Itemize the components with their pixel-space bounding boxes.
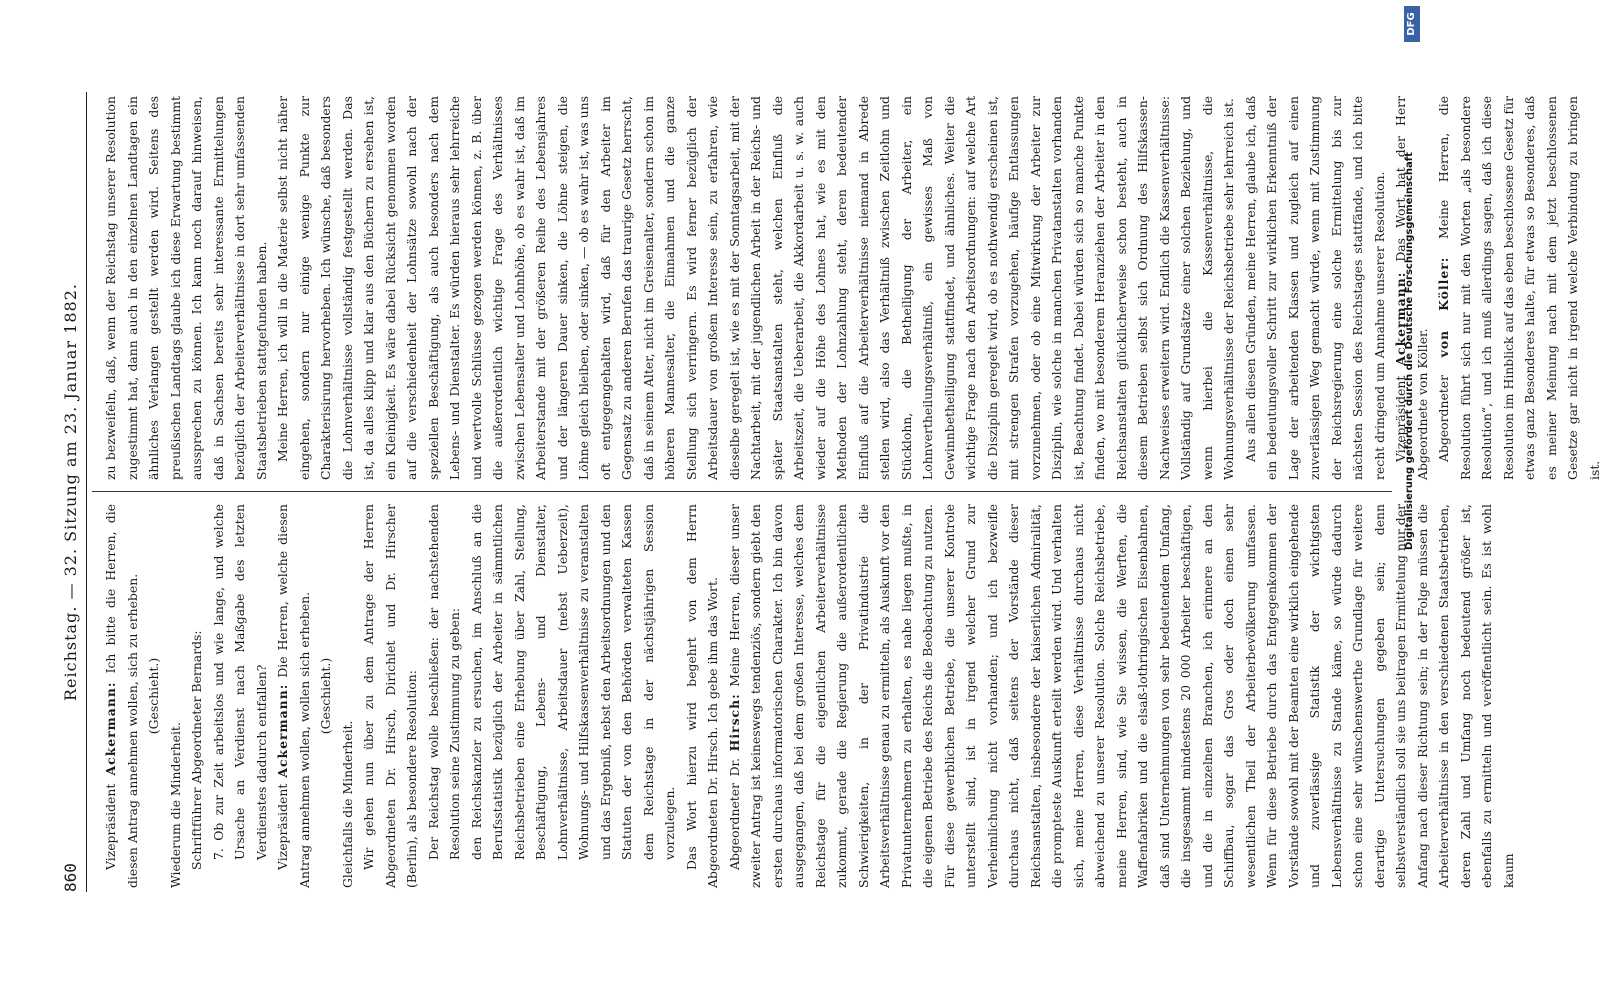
text-paragraph: Wir gehen nun über zu dem Antrage der Herren Abgeordneten Dr. Hirsch, Dirichlet und Dr. Hirscher (Berlin), als besondere Resolution: <box>361 504 419 888</box>
page-header <box>60 92 82 892</box>
text-paragraph: Aus allen diesen Gründen, meine Herren, glaube ich, daß ein bedeutungsvoller Schritt zur wirklichen Erkenntniß der Lage der arbeitenden Klassen und zugleich auf einen zuverlässigen Weg gemacht würde, wenn mit Zustimmung der Reichsregierung eine solche Ermittelung bis zur nächsten Session des Reichstages stattfände, und ich bitte recht dringend um Annahme unserer Resolution. <box>1242 96 1387 480</box>
speaker-role: Abgeordneter Dr. <box>726 751 742 870</box>
speaker-name: Ackermann: <box>103 681 118 776</box>
speech-text: Ich bitte die Herren, die diesen Antrag annehmen wollen, sich zu erheben. <box>103 503 140 888</box>
speaker-name: Ackermann: <box>1393 271 1408 366</box>
speech-text: Meine Herren, dieser unser zweiter Antrag ist keineswegs tendenziös, sondern giebt den ersten durchaus informatorischen Charakter. Ich bin davon ausgegangen, daß bei dem großen Interesse, welches dem Reichstage für die eigentlichen Arbeiterverhältnisse zukommt, gerade die Regierung die außerordentlichen Schwierigkeiten, in der Privatindustrie die Arbeitsverhältnisse genau zu ermitteln, als Auskunft vor den Privatunternehmern zu erhalten, es nahe liegen mußte, in die eigenen Betriebe des Reichs die Beobachtung zu nutzen. Für diese gewerblichen Betriebe, die unserer Kontrole unterstellt sind, ist in irgend welcher Grund zur Verheimlichung nicht vorhanden; und ich bezweifle durchaus nicht, daß seitens der Vorstände dieser Reichsanstalten, insbesondere der kaiserlichen Admiralität, die prompteste Auskunft erteilt werden wird. Und verhalten sich, meine Herren, diese Verhältnisse durchaus nicht abweichend zu unserer Resolution. Solche Reichsbetriebe, meine Herren, sind, wie Sie wissen, die Werften, die Waffenfabriken und die elsaß-lothringischen Eisenbahnen, daß sind Unternehmungen von sehr bedeutendem Umfang, die insgesammt mindestens 20 000 Arbeiter beschäftigen, und die in einzelnen Branchen, ich erinnere an den Schiffbau, sogar das Gros oder doch einen sehr wesentlichen Theil der Arbeiterbevölkerung umfassen. Wenn für diese Betriebe durch das Entgegenkommen der Vorstände sowohl mit der Beamten eine wirklich eingehende und zuverlässige Statistik der wichtigsten Lebensverhältnisse zu Stande käme, so würde dadurch schon eine sehr wünschenswerthe Grundlage für weitere derartige Untersuchungen gegeben sein; denn selbstverständlich soll sie uns beitragen Ermittelung nur der Anfang nach dieser Richtung sein; in der Folge müssen die Arbeiterverhältnisse in den verschiedenen Staatsbetrieben, deren Zahl und Umfang noch bedeutend größer ist, ebenfalls zu ermitteln und veröffentlicht sein. Es ist wohl kaum <box>726 504 1516 888</box>
speaker-role: Abgeordneter <box>1436 357 1451 462</box>
stage-direction: (Geschieht.) <box>318 657 333 735</box>
motion-text: den Reichskanzler zu ersuchen, im Anschluß an die Berufsstatistik bezüglich der Arbeiter in sämmtlichen Reichsbetrieben eine Erhebung über Zahl, Stellung, Beschäftigung, Lebens- und Dienstalter, Lohnverhältnisse, Arbeitsdauer (nebst Ueberzeit), Wohnungs- und Hilfskassenverhältnisse zu veranstalten und das Ergebniß, nebst den Arbeitsordnungen und den Statuten der von den Behörden verwalteten Kassen dem Reichstage in der nächstjährigen Session vorzulegen. <box>468 504 677 860</box>
speech-paragraph <box>724 504 1520 888</box>
speaker-name: Ackermann: <box>275 683 290 778</box>
left-column <box>100 504 1519 888</box>
speech-paragraph <box>272 504 315 888</box>
motion-text: Der Reichstag wolle beschließen: der nachstehenden Resolution seine Zustimmung zu geben: <box>425 504 462 860</box>
speech-paragraph <box>1433 96 1605 480</box>
right-column <box>100 96 1605 480</box>
funding-credit: Digitalisierung gefördert durch die Deutsche Forschungsgemeinschaft <box>1404 152 1415 550</box>
speaker-name: von Köller: <box>1436 256 1451 358</box>
text-paragraph: Gleichfalls die Minderheit. <box>339 720 355 888</box>
stage-direction: (Geschieht.) <box>146 657 161 735</box>
page-title: Reichstag. — 32. Sitzung am 23. Januar 1882. <box>61 283 80 701</box>
text-paragraph: Wiederum die Minderheit. <box>167 722 183 888</box>
dfg-logo: DFG <box>1404 6 1420 42</box>
speaker-role: Vizepräsident <box>275 777 290 870</box>
speech-text: Das Wort hat der Herr Abgeordnete von Köller. <box>1393 95 1430 480</box>
page-number: 860 <box>61 863 80 892</box>
motion-text: 7. Ob zur Zeit arbeitslos und wie lange, und welche Ursache an Verdienst nach Maßgabe des letzten Verdienstes dadurch entfallen? <box>210 504 269 860</box>
column-divider <box>92 491 1392 492</box>
speech-paragraph <box>100 504 143 888</box>
text-paragraph: zu bezweifeln, daß, wenn der Reichstag unserer Resolution zugestimmt hat, dann auch in den einzelnen Landtagen ein ähnliches Verlangen gestellt werden wird. Seitens des preußischen Landtags glaube ich diese Erwartung bestimmt aussprechen zu können. Ich kann noch darauf hinweisen, daß in Sachsen bereits sehr interessante Ermittelungen bezüglich der Arbeiterverhältnisse in dort sehr umfassenden Staatsbetrieben stattgefunden haben. <box>103 96 269 480</box>
speech-text: Meine Herren, die Resolution führt sich nur mit den Worten „als besondere Resolution“, und ich muß allerdings sagen, daß ich diese Resolution im Hinblick auf das eben beschlossene Gesetz für etwas ganz Besonderes halte, für etwas so Besonderes, daß es meiner Meinung nach mit dem jetzt beschlossenen Gesetze gar nicht in irgend welche Verbindung zu bringen ist. <box>1436 96 1602 480</box>
text-paragraph: Meine Herren, ich will in die Materie selbst nicht näher eingehen, sondern nur einige wenige Punkte zur Charakterisirung hervorheben. Ich wünsche, daß besonders die Lohnverhältnisse vollständig festgestellt werden. Das ist, da alles klipp und klar aus den Büchern zu ersehen ist, ein Kleinigkeit. Es wäre dabei Rücksicht genommen worden auf die verschiedenheit der Lohnsätze sowohl nach der speziellen Beschäftigung, als auch besonders nach dem Lebens- und Dienstalter. Es würden hieraus sehr lehrreiche und wertvolle Schlüsse gezogen werden können, z. B. über die außerordentlich wichtige Frage des Verhältnisses zwischen Lebensalter und Lohnhöhe, ob es wahr ist, daß im Arbeiterstande mit der größeren Reihe des Lebensjahres und der längeren Dauer sinken, die Löhne steigen, die Löhne gleich bleiben, oder sinken, — ob es wahr ist, was uns oft entgegengehalten wird, daß für den Arbeiter im Gegensatz zu anderen Berufen das traurige Gesetz herrscht, daß in seinem Alter, nicht im Greisenalter, sondern schon im höheren Mannesalter, die Einnahmen und die ganze Stellung sich verringern. Es wird ferner bezüglich der Arbeitsdauer von großem Interesse sein, zu erfahren, wie dieselbe geregelt ist, wie es mit der Sonntagsarbeit, mit der Nachtarbeit, mit der jugendlichen Arbeit in der Reichs- und später Staatsanstalten steht, welchen Einfluß die Arbeitszeit, die Ueberarbeit, die Akkordarbeit u. s. w. auch wieder auf die Höhe des Lohnes hat, wie es mit den Methoden der Lohnzahlung steht, deren bedeutender Einfluß auf die Arbeiterverhältnisse niemand in Abrede stellen wird, also das Verhältniß zwischen Zeitlohn und Stücklohn, die Betheiligung der Arbeiter, ein Lohnvertheilungsverhältniß, ein gewisses Maß von Gewinnbetheiligung stattfindet, und ähnliches. Weiter die wichtige Frage nach den Arbeitsordnungen: auf welche Art die Disziplin geregelt wird, ob es nothwendig erscheinen ist, mit strengen Strafen vorzugehen, häufige Entlassungen vorzunehmen, oder ob eine Mitwirkung der Arbeiter zur Disziplin, wie solche in manchen Privatanstalten vorhanden ist, Beachtung findet. Dabei würden sich so manche Punkte finden, wo mit besonderem Heranziehen der Arbeiter in den Reichsanstalten glücklicherweise schon besteht, auch in diesem Betrieben selbst sich Ordnung des Hilfskassen-Nachweises erweitern wird. Endlich die Kassenverhältnisse: Vollständig auf Grundsätze einer solchen Beziehung, und wenn hierbei die Kassenverhältnisse, die Wohnungsverhältnisse der Reichsbetriebe sehr lehrreich ist. <box>275 96 1236 480</box>
text-paragraph: Schriftführer Abgeordneter Bernards: <box>189 630 204 870</box>
text-paragraph: Das Wort hierzu wird begehrt von dem Herrn Abgeordneten Dr. Hirsch. Ich gebe ihm das Wort. <box>683 504 720 888</box>
speaker-role: Vizepräsident <box>1393 365 1408 462</box>
header-rule <box>86 92 87 892</box>
speaker-name: Hirsch: <box>726 693 742 752</box>
speech-text: Die Herren, welche diesen Antrag annehmen wollen, wollen sich erheben. <box>275 504 312 888</box>
speaker-role: Vizepräsident <box>103 775 118 870</box>
